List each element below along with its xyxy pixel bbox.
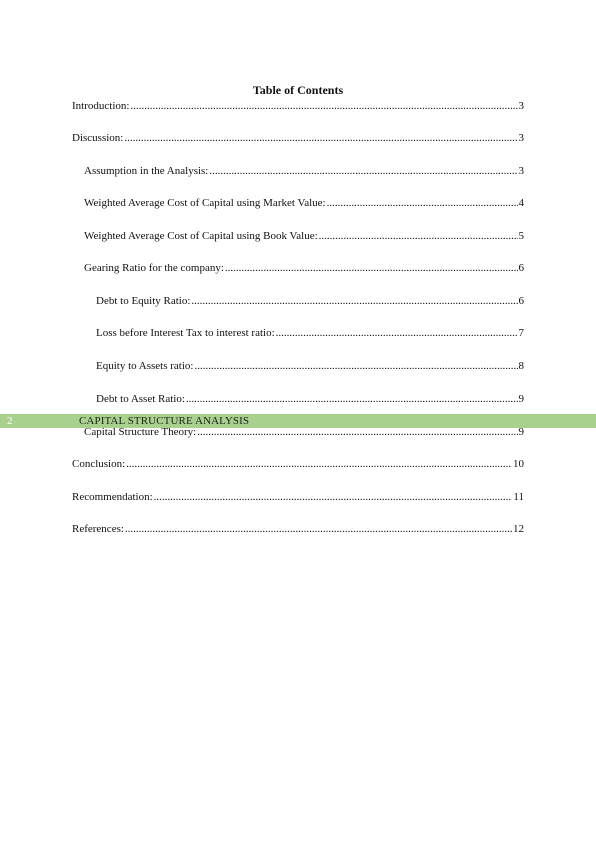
toc-page-number: 11 xyxy=(513,491,524,503)
toc-entry-label: Gearing Ratio for the company: xyxy=(84,262,224,274)
toc-page-number: 6 xyxy=(518,262,524,274)
toc-leader-dots xyxy=(124,131,517,145)
running-header-page-number: 2 xyxy=(7,415,13,427)
toc-entry-conclusion[interactable] xyxy=(72,457,524,471)
toc-page-number: 9 xyxy=(518,426,524,438)
toc-page-number: 3 xyxy=(518,132,524,144)
toc-entry-label: Capital Structure Theory: xyxy=(84,426,197,438)
toc-entry-wacc-market[interactable] xyxy=(84,196,524,210)
toc-page-number: 10 xyxy=(513,458,524,470)
toc-leader-dots xyxy=(197,425,517,439)
toc-entry-label: Conclusion: xyxy=(72,458,126,470)
toc-entry-gearing[interactable] xyxy=(84,261,524,275)
toc-entry-recommendation[interactable] xyxy=(72,490,524,504)
toc-leader-dots xyxy=(276,326,518,340)
toc-leader-dots xyxy=(154,490,513,504)
toc-leader-dots xyxy=(130,99,517,113)
toc-leader-dots xyxy=(191,294,517,308)
running-header-title: CAPITAL STRUCTURE ANALYSIS xyxy=(79,415,250,427)
toc-page-number: 4 xyxy=(518,197,524,209)
toc-entry-assumption[interactable] xyxy=(84,164,524,178)
toc-page-number: 6 xyxy=(518,295,524,307)
toc-leader-dots xyxy=(125,522,512,536)
toc-entry-label: References: xyxy=(72,523,124,535)
toc-entry-introduction[interactable] xyxy=(72,99,524,113)
toc-entry-label: Discussion: xyxy=(72,132,124,144)
toc-leader-dots xyxy=(186,392,518,406)
toc-leader-dots xyxy=(209,164,517,178)
toc-entry-label: Debt to Asset Ratio: xyxy=(96,393,185,405)
toc-entry-debt-equity[interactable] xyxy=(96,294,524,308)
toc-page-number: 8 xyxy=(518,360,524,372)
toc-entry-wacc-book[interactable] xyxy=(84,229,524,243)
toc-page-number: 5 xyxy=(518,230,524,242)
toc-leader-dots xyxy=(126,457,512,471)
toc-entry-label: Weighted Average Cost of Capital using Market Value: xyxy=(84,197,326,209)
toc-entry-label: Recommendation: xyxy=(72,491,153,503)
toc-leader-dots xyxy=(194,359,517,373)
toc-leader-dots xyxy=(327,196,518,210)
toc-entry-debt-asset[interactable] xyxy=(96,392,524,406)
toc-entry-equity-assets[interactable] xyxy=(96,359,524,373)
toc-page-number: 3 xyxy=(518,165,524,177)
toc-entry-loss-interest[interactable] xyxy=(96,326,524,340)
toc-page-number: 7 xyxy=(518,327,524,339)
toc-entry-references[interactable] xyxy=(72,522,524,536)
toc-entry-label: Assumption in the Analysis: xyxy=(84,165,209,177)
toc-entry-label: Weighted Average Cost of Capital using Book Value: xyxy=(84,230,318,242)
toc-entry-discussion[interactable] xyxy=(72,131,524,145)
toc-page-number: 3 xyxy=(518,100,524,112)
toc-entry-label: Introduction: xyxy=(72,100,130,112)
toc-entry-label: Equity to Assets ratio: xyxy=(96,360,194,372)
toc-page-number: 9 xyxy=(518,393,524,405)
toc-page-number: 12 xyxy=(513,523,524,535)
toc-title: Table of Contents xyxy=(252,83,344,97)
toc-entry-label: Loss before Interest Tax to interest ratio: xyxy=(96,327,275,339)
toc-entry-label: Debt to Equity Ratio: xyxy=(96,295,191,307)
toc-entry-capital-structure-theory[interactable] xyxy=(84,425,524,439)
toc-leader-dots xyxy=(319,229,518,243)
toc-leader-dots xyxy=(225,261,518,275)
